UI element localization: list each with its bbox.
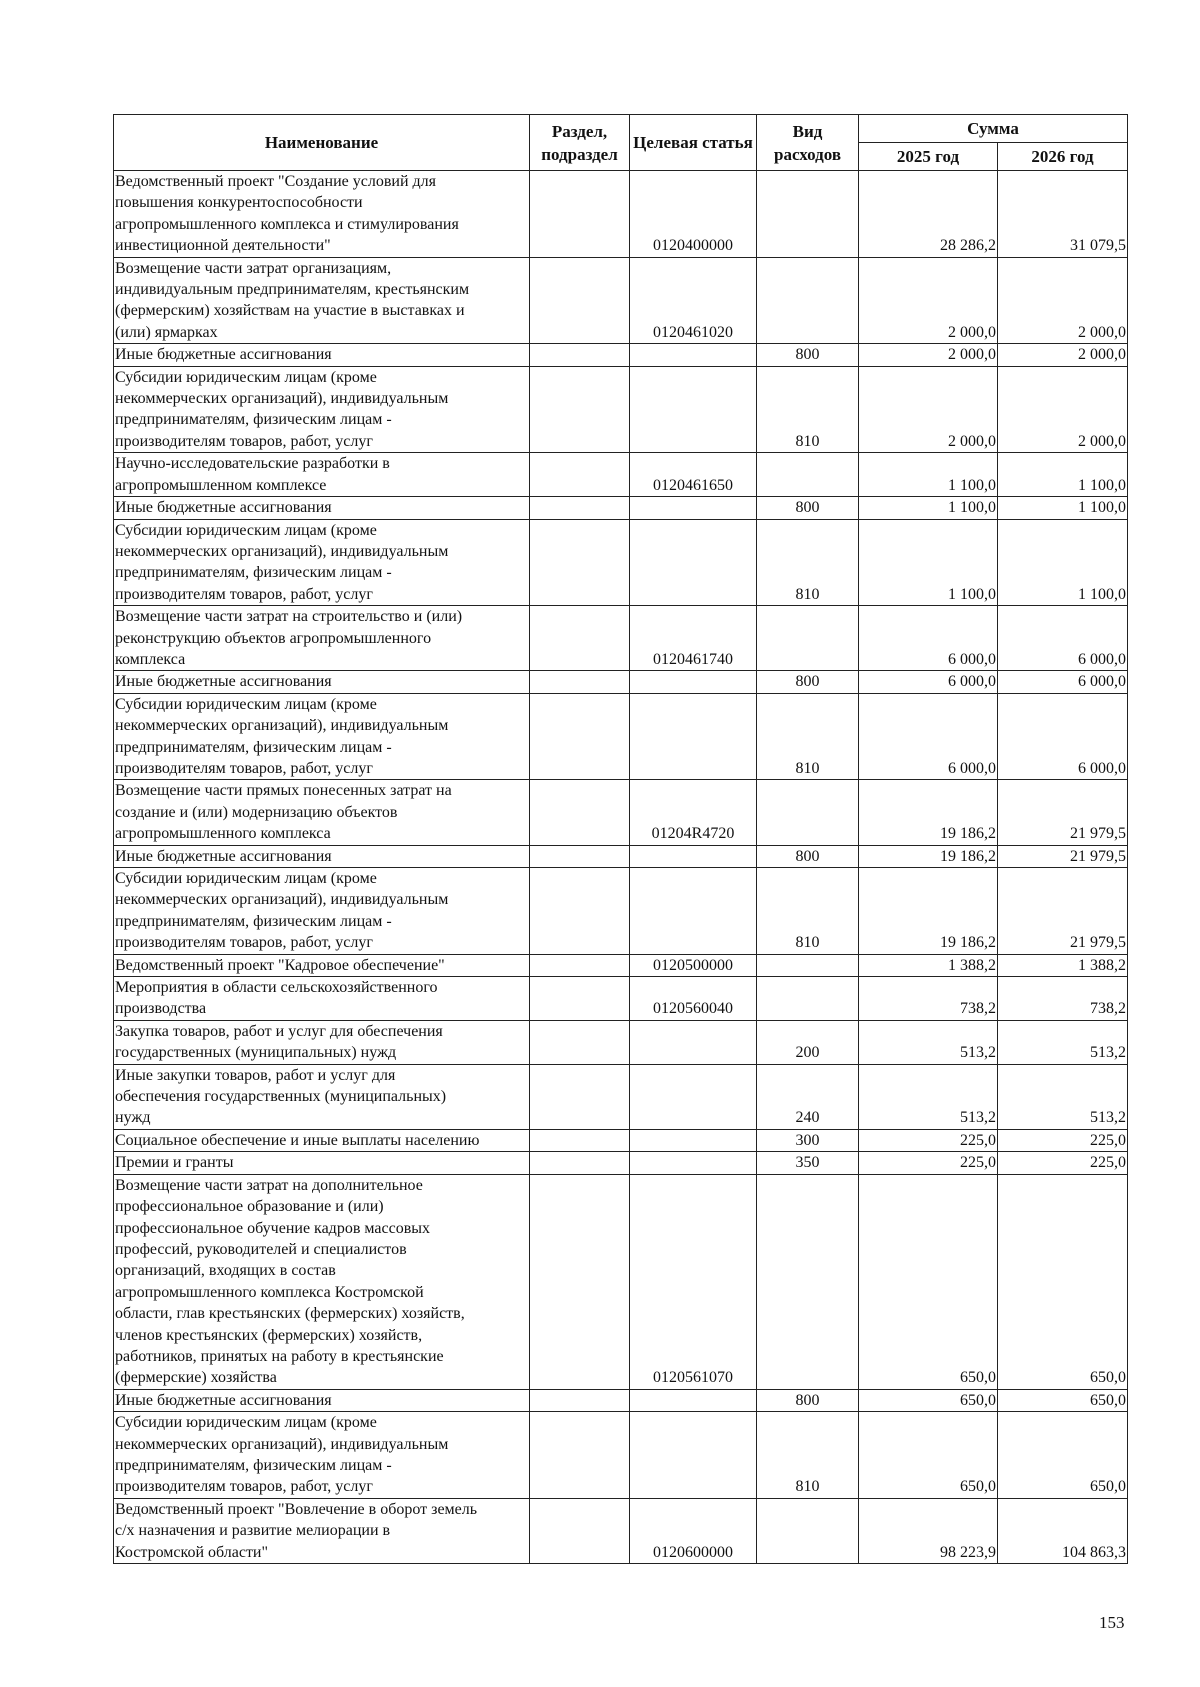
row-name-line: организаций, входящих в состав	[115, 1262, 336, 1280]
table-row	[114, 845, 1128, 867]
row-name-line: агропромышленного комплекса Костромской	[115, 1283, 424, 1301]
row-name-line: производителям товаров, работ, услуг	[115, 585, 373, 603]
row-name	[114, 606, 530, 671]
row-expense-type	[757, 977, 859, 1021]
row-section	[530, 1129, 630, 1151]
row-name-line: реконструкцию объектов агропромышленного	[115, 629, 432, 647]
row-name-line: предпринимателям, физическим лицам -	[115, 738, 392, 756]
row-target: 0120600000	[630, 1498, 757, 1563]
row-section	[530, 1152, 630, 1174]
row-section	[530, 1020, 630, 1064]
row-sum-2025: 19 186,2	[859, 780, 998, 845]
row-name-line: производителям товаров, работ, услуг	[115, 432, 373, 450]
row-name-line: Иные бюджетные ассигнования	[115, 847, 332, 865]
row-sum-2026: 1 100,0	[998, 519, 1128, 606]
row-name	[114, 1412, 530, 1499]
table-row	[114, 1129, 1128, 1151]
row-name-line: Возмещение части затрат на строительство и (или)	[115, 608, 463, 626]
row-name-line: Субсидии юридическим лицам (кроме	[115, 870, 377, 887]
row-name	[114, 671, 530, 693]
row-name-line: Премии и гранты	[115, 1154, 234, 1172]
row-target	[630, 366, 757, 453]
row-sum-2025: 2 000,0	[859, 344, 998, 366]
row-name-line: Иные бюджетные ассигнования	[115, 673, 332, 691]
row-expense-type: 810	[757, 366, 859, 453]
row-sum-2025: 2 000,0	[859, 257, 998, 344]
row-section	[530, 453, 630, 497]
row-name-line: индивидуальным предпринимателям, крестьянским	[115, 281, 470, 299]
table-row	[114, 780, 1128, 845]
row-target	[630, 868, 757, 955]
row-name	[114, 977, 530, 1021]
row-expense-type: 800	[757, 1389, 859, 1411]
table-row	[114, 693, 1128, 780]
row-sum-2026: 6 000,0	[998, 693, 1128, 780]
row-target	[630, 1020, 757, 1064]
header-expense-type: Вид расходов	[757, 115, 859, 171]
row-name	[114, 1129, 530, 1151]
row-sum-2025: 2 000,0	[859, 366, 998, 453]
row-target: 0120500000	[630, 954, 757, 976]
row-name-line: предпринимателям, физическим лицам -	[115, 912, 392, 930]
row-sum-2025: 1 100,0	[859, 519, 998, 606]
table-row	[114, 1064, 1128, 1129]
row-name-line: производства	[115, 1000, 207, 1018]
row-name-line: Иные бюджетные ассигнования	[115, 499, 332, 517]
row-sum-2026: 21 979,5	[998, 780, 1128, 845]
row-expense-type	[757, 171, 859, 258]
row-target: 0120560040	[630, 977, 757, 1021]
row-name-line: Социальное обеспечение и иные выплаты населению	[115, 1131, 480, 1149]
row-name-line: агропромышленного комплекса	[115, 825, 331, 843]
row-section	[530, 845, 630, 867]
row-expense-type	[757, 453, 859, 497]
row-name-line: производителям товаров, работ, услуг	[115, 1478, 373, 1496]
table-row	[114, 1498, 1128, 1563]
header-sum: Сумма	[859, 115, 1128, 143]
row-section	[530, 1389, 630, 1411]
row-expense-type	[757, 954, 859, 976]
page-number: 153	[1099, 1613, 1125, 1632]
table-row	[114, 1152, 1128, 1174]
row-name	[114, 366, 530, 453]
row-sum-2026: 738,2	[998, 977, 1128, 1021]
row-sum-2025: 738,2	[859, 977, 998, 1021]
row-name	[114, 1064, 530, 1129]
row-name-line: Иные бюджетные ассигнования	[115, 346, 332, 364]
row-sum-2026: 1 100,0	[998, 497, 1128, 519]
row-name-line: Субсидии юридическим лицам (кроме	[115, 1414, 377, 1432]
row-name-line: Возмещение части затрат на дополнительное	[115, 1176, 423, 1194]
row-expense-type: 810	[757, 1412, 859, 1499]
row-sum-2026: 1 100,0	[998, 453, 1128, 497]
row-section	[530, 1064, 630, 1129]
row-section	[530, 519, 630, 606]
row-sum-2025: 225,0	[859, 1129, 998, 1151]
row-expense-type: 800	[757, 671, 859, 693]
row-name-line: предпринимателям, физическим лицам -	[115, 1456, 392, 1474]
row-name-line: профессий, руководителей и специалистов	[115, 1240, 407, 1258]
row-target	[630, 1129, 757, 1151]
row-sum-2026: 2 000,0	[998, 344, 1128, 366]
row-target	[630, 519, 757, 606]
row-target	[630, 693, 757, 780]
row-sum-2026: 225,0	[998, 1152, 1128, 1174]
table-row	[114, 497, 1128, 519]
row-expense-type: 200	[757, 1020, 859, 1064]
row-section	[530, 366, 630, 453]
row-sum-2025: 19 186,2	[859, 845, 998, 867]
row-expense-type: 350	[757, 1152, 859, 1174]
row-expense-type: 240	[757, 1064, 859, 1129]
row-name	[114, 954, 530, 976]
table-row	[114, 671, 1128, 693]
row-name	[114, 868, 530, 955]
row-name-line: некоммерческих организаций), индивидуальным	[115, 542, 449, 560]
row-expense-type: 810	[757, 519, 859, 606]
row-target	[630, 845, 757, 867]
row-name-line: Ведомственный проект "Создание условий для	[115, 173, 436, 190]
row-sum-2025: 1 100,0	[859, 453, 998, 497]
row-target: 0120400000	[630, 171, 757, 258]
table-row	[114, 954, 1128, 976]
row-name-line: Иные бюджетные ассигнования	[115, 1391, 332, 1409]
row-section	[530, 257, 630, 344]
row-name-line: Ведомственный проект "Кадровое обеспечение"	[115, 956, 445, 974]
row-section	[530, 1174, 630, 1389]
row-sum-2026: 104 863,3	[998, 1498, 1128, 1563]
row-sum-2025: 225,0	[859, 1152, 998, 1174]
row-sum-2025: 650,0	[859, 1174, 998, 1389]
row-name	[114, 693, 530, 780]
row-name-line: производителям товаров, работ, услуг	[115, 934, 373, 952]
row-name-line: Субсидии юридическим лицам (кроме	[115, 695, 377, 713]
row-name-line: Мероприятия в области сельскохозяйственного	[115, 979, 438, 997]
row-name-line: Костромской области"	[115, 1543, 269, 1561]
row-name	[114, 1389, 530, 1411]
row-name-line: (фермерские) хозяйства	[115, 1369, 277, 1387]
row-name	[114, 845, 530, 867]
row-name-line: предпринимателям, физическим лицам -	[115, 564, 392, 582]
row-name	[114, 1498, 530, 1563]
row-sum-2026: 6 000,0	[998, 606, 1128, 671]
row-sum-2025: 650,0	[859, 1412, 998, 1499]
row-sum-2025: 513,2	[859, 1020, 998, 1064]
row-name	[114, 344, 530, 366]
row-expense-type: 800	[757, 845, 859, 867]
row-section	[530, 606, 630, 671]
row-target: 0120461020	[630, 257, 757, 344]
row-section	[530, 497, 630, 519]
table-body	[114, 171, 1128, 1564]
row-sum-2025: 1 388,2	[859, 954, 998, 976]
table-row	[114, 257, 1128, 344]
row-sum-2025: 6 000,0	[859, 606, 998, 671]
header-year-2025: 2025 год	[859, 143, 998, 171]
row-expense-type: 810	[757, 868, 859, 955]
row-expense-type: 300	[757, 1129, 859, 1151]
row-name	[114, 1174, 530, 1389]
row-sum-2026: 1 388,2	[998, 954, 1128, 976]
row-sum-2025: 98 223,9	[859, 1498, 998, 1563]
row-sum-2026: 21 979,5	[998, 868, 1128, 955]
row-name-line: нужд	[115, 1109, 151, 1127]
row-section	[530, 344, 630, 366]
row-section	[530, 671, 630, 693]
row-name	[114, 453, 530, 497]
row-name-line: Научно-исследовательские разработки в	[115, 455, 390, 473]
row-sum-2025: 650,0	[859, 1389, 998, 1411]
row-expense-type: 800	[757, 344, 859, 366]
row-name	[114, 519, 530, 606]
row-section	[530, 868, 630, 955]
row-target	[630, 344, 757, 366]
row-expense-type: 810	[757, 693, 859, 780]
row-name	[114, 780, 530, 845]
row-section	[530, 171, 630, 258]
row-name	[114, 497, 530, 519]
row-sum-2026: 6 000,0	[998, 671, 1128, 693]
row-sum-2026: 2 000,0	[998, 257, 1128, 344]
table-row	[114, 344, 1128, 366]
row-name-line: комплекса	[115, 650, 186, 668]
row-sum-2025: 1 100,0	[859, 497, 998, 519]
row-target: 01204R4720	[630, 780, 757, 845]
row-name-line: агропромышленного комплекса и стимулирования	[115, 215, 459, 233]
row-name-line: обеспечения государственных (муниципальных)	[115, 1088, 447, 1106]
row-sum-2025: 6 000,0	[859, 693, 998, 780]
row-name-line: государственных (муниципальных) нужд	[115, 1044, 397, 1062]
header-year-2026: 2026 год	[998, 143, 1128, 171]
row-sum-2026: 650,0	[998, 1389, 1128, 1411]
row-section	[530, 977, 630, 1021]
row-sum-2025: 6 000,0	[859, 671, 998, 693]
budget-table	[113, 114, 1128, 1564]
row-expense-type	[757, 1498, 859, 1563]
row-name-line: Ведомственный проект "Вовлечение в оборот земель	[115, 1500, 478, 1518]
row-sum-2026: 21 979,5	[998, 845, 1128, 867]
row-name-line: с/х назначения и развитие мелиорации в	[115, 1522, 391, 1540]
row-name	[114, 1020, 530, 1064]
row-expense-type	[757, 257, 859, 344]
row-section	[530, 1498, 630, 1563]
table-row	[114, 1174, 1128, 1389]
row-section	[530, 1412, 630, 1499]
row-sum-2026: 31 079,5	[998, 171, 1128, 258]
row-name-line: членов крестьянских (фермерских) хозяйств,	[115, 1326, 423, 1344]
row-name	[114, 257, 530, 344]
table-row	[114, 1389, 1128, 1411]
row-name-line: предпринимателям, физическим лицам -	[115, 411, 392, 429]
row-section	[530, 954, 630, 976]
row-name-line: инвестиционной деятельности"	[115, 237, 331, 255]
row-sum-2026: 2 000,0	[998, 366, 1128, 453]
row-sum-2026: 513,2	[998, 1020, 1128, 1064]
header-target: Целевая статья	[630, 115, 757, 171]
row-sum-2026: 650,0	[998, 1412, 1128, 1499]
row-target	[630, 497, 757, 519]
row-name-line: создание и (или) модернизацию объектов	[115, 803, 398, 821]
row-sum-2025: 28 286,2	[859, 171, 998, 258]
header-name: Наименование	[114, 115, 530, 171]
table-row	[114, 171, 1128, 258]
row-name-line: Субсидии юридическим лицам (кроме	[115, 521, 377, 539]
row-expense-type	[757, 780, 859, 845]
row-sum-2026: 650,0	[998, 1174, 1128, 1389]
row-name-line: области, глав крестьянских (фермерских) хозяйств,	[115, 1305, 465, 1323]
row-expense-type	[757, 1174, 859, 1389]
row-name	[114, 171, 530, 258]
row-target: 0120461650	[630, 453, 757, 497]
row-target	[630, 1389, 757, 1411]
row-name-line: профессиональное обучение кадров массовых	[115, 1219, 430, 1237]
row-sum-2026: 225,0	[998, 1129, 1128, 1151]
row-sum-2026: 513,2	[998, 1064, 1128, 1129]
row-sum-2025: 19 186,2	[859, 868, 998, 955]
row-name-line: агропромышленном комплексе	[115, 476, 327, 494]
table-row	[114, 1020, 1128, 1064]
table-row	[114, 366, 1128, 453]
table-row	[114, 977, 1128, 1021]
row-sum-2025: 513,2	[859, 1064, 998, 1129]
row-name-line: некоммерческих организаций), индивидуальным	[115, 390, 449, 408]
row-name-line: повышения конкурентоспособности	[115, 194, 363, 212]
row-name-line: некоммерческих организаций), индивидуальным	[115, 891, 449, 909]
table-row	[114, 868, 1128, 955]
row-name-line: Возмещение части затрат организациям,	[115, 259, 392, 277]
row-target: 0120561070	[630, 1174, 757, 1389]
row-name-line: (или) ярмарках	[115, 323, 218, 341]
row-expense-type: 800	[757, 497, 859, 519]
row-name	[114, 1152, 530, 1174]
row-name-line: работников, принятых на работу в крестьянские	[115, 1347, 444, 1365]
row-name-line: (фермерским) хозяйствам на участие в выставках и	[115, 302, 465, 320]
row-name-line: Субсидии юридическим лицам (кроме	[115, 368, 377, 386]
table-row	[114, 519, 1128, 606]
row-name-line: Иные закупки товаров, работ и услуг для	[115, 1066, 396, 1084]
row-name-line: производителям товаров, работ, услуг	[115, 759, 373, 777]
table-row	[114, 1412, 1128, 1499]
row-target	[630, 1412, 757, 1499]
table-row	[114, 606, 1128, 671]
row-name-line: Возмещение части прямых понесенных затрат на	[115, 782, 452, 800]
row-name-line: некоммерческих организаций), индивидуальным	[115, 1435, 449, 1453]
row-target: 0120461740	[630, 606, 757, 671]
row-name-line: Закупка товаров, работ и услуг для обеспечения	[115, 1022, 443, 1040]
row-expense-type	[757, 606, 859, 671]
row-target	[630, 1152, 757, 1174]
row-section	[530, 780, 630, 845]
row-target	[630, 671, 757, 693]
row-name-line: некоммерческих организаций), индивидуальным	[115, 717, 449, 735]
row-section	[530, 693, 630, 780]
row-name-line: профессиональное образование и (или)	[115, 1198, 384, 1216]
header-section: Раздел, подраздел	[530, 115, 630, 171]
row-target	[630, 1064, 757, 1129]
table-row	[114, 453, 1128, 497]
